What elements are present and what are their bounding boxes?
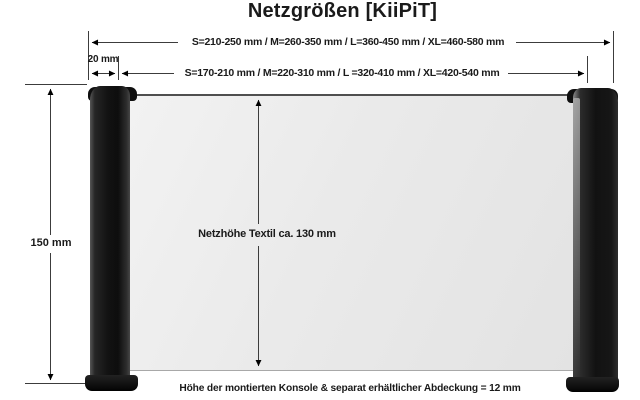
net-height-label: Netzhöhe Textil ca. 130 mm [198, 228, 336, 240]
total-height-label: 150 mm [30, 237, 72, 249]
right-bracket-foot [566, 377, 619, 392]
net-width-dimension-label: S=170-210 mm / M=220-310 mm / L =320-410 mm / XL=420-540 mm [184, 67, 500, 79]
bracket-width-label: 20 mm [87, 54, 119, 65]
left-bracket-foot [85, 375, 138, 391]
left-bracket [90, 86, 130, 389]
outer-width-dimension-label: S=210-250 mm / M=260-350 mm / L=360-450 mm / XL=460-580 mm [191, 36, 505, 48]
console-height-note: Höhe der montierten Konsole & separat erhältlicher Abdeckung = 12 mm [179, 383, 521, 394]
diagram-title: Netzgrößen [KiiPiT] [247, 0, 438, 22]
right-bracket-bevel [573, 98, 580, 386]
